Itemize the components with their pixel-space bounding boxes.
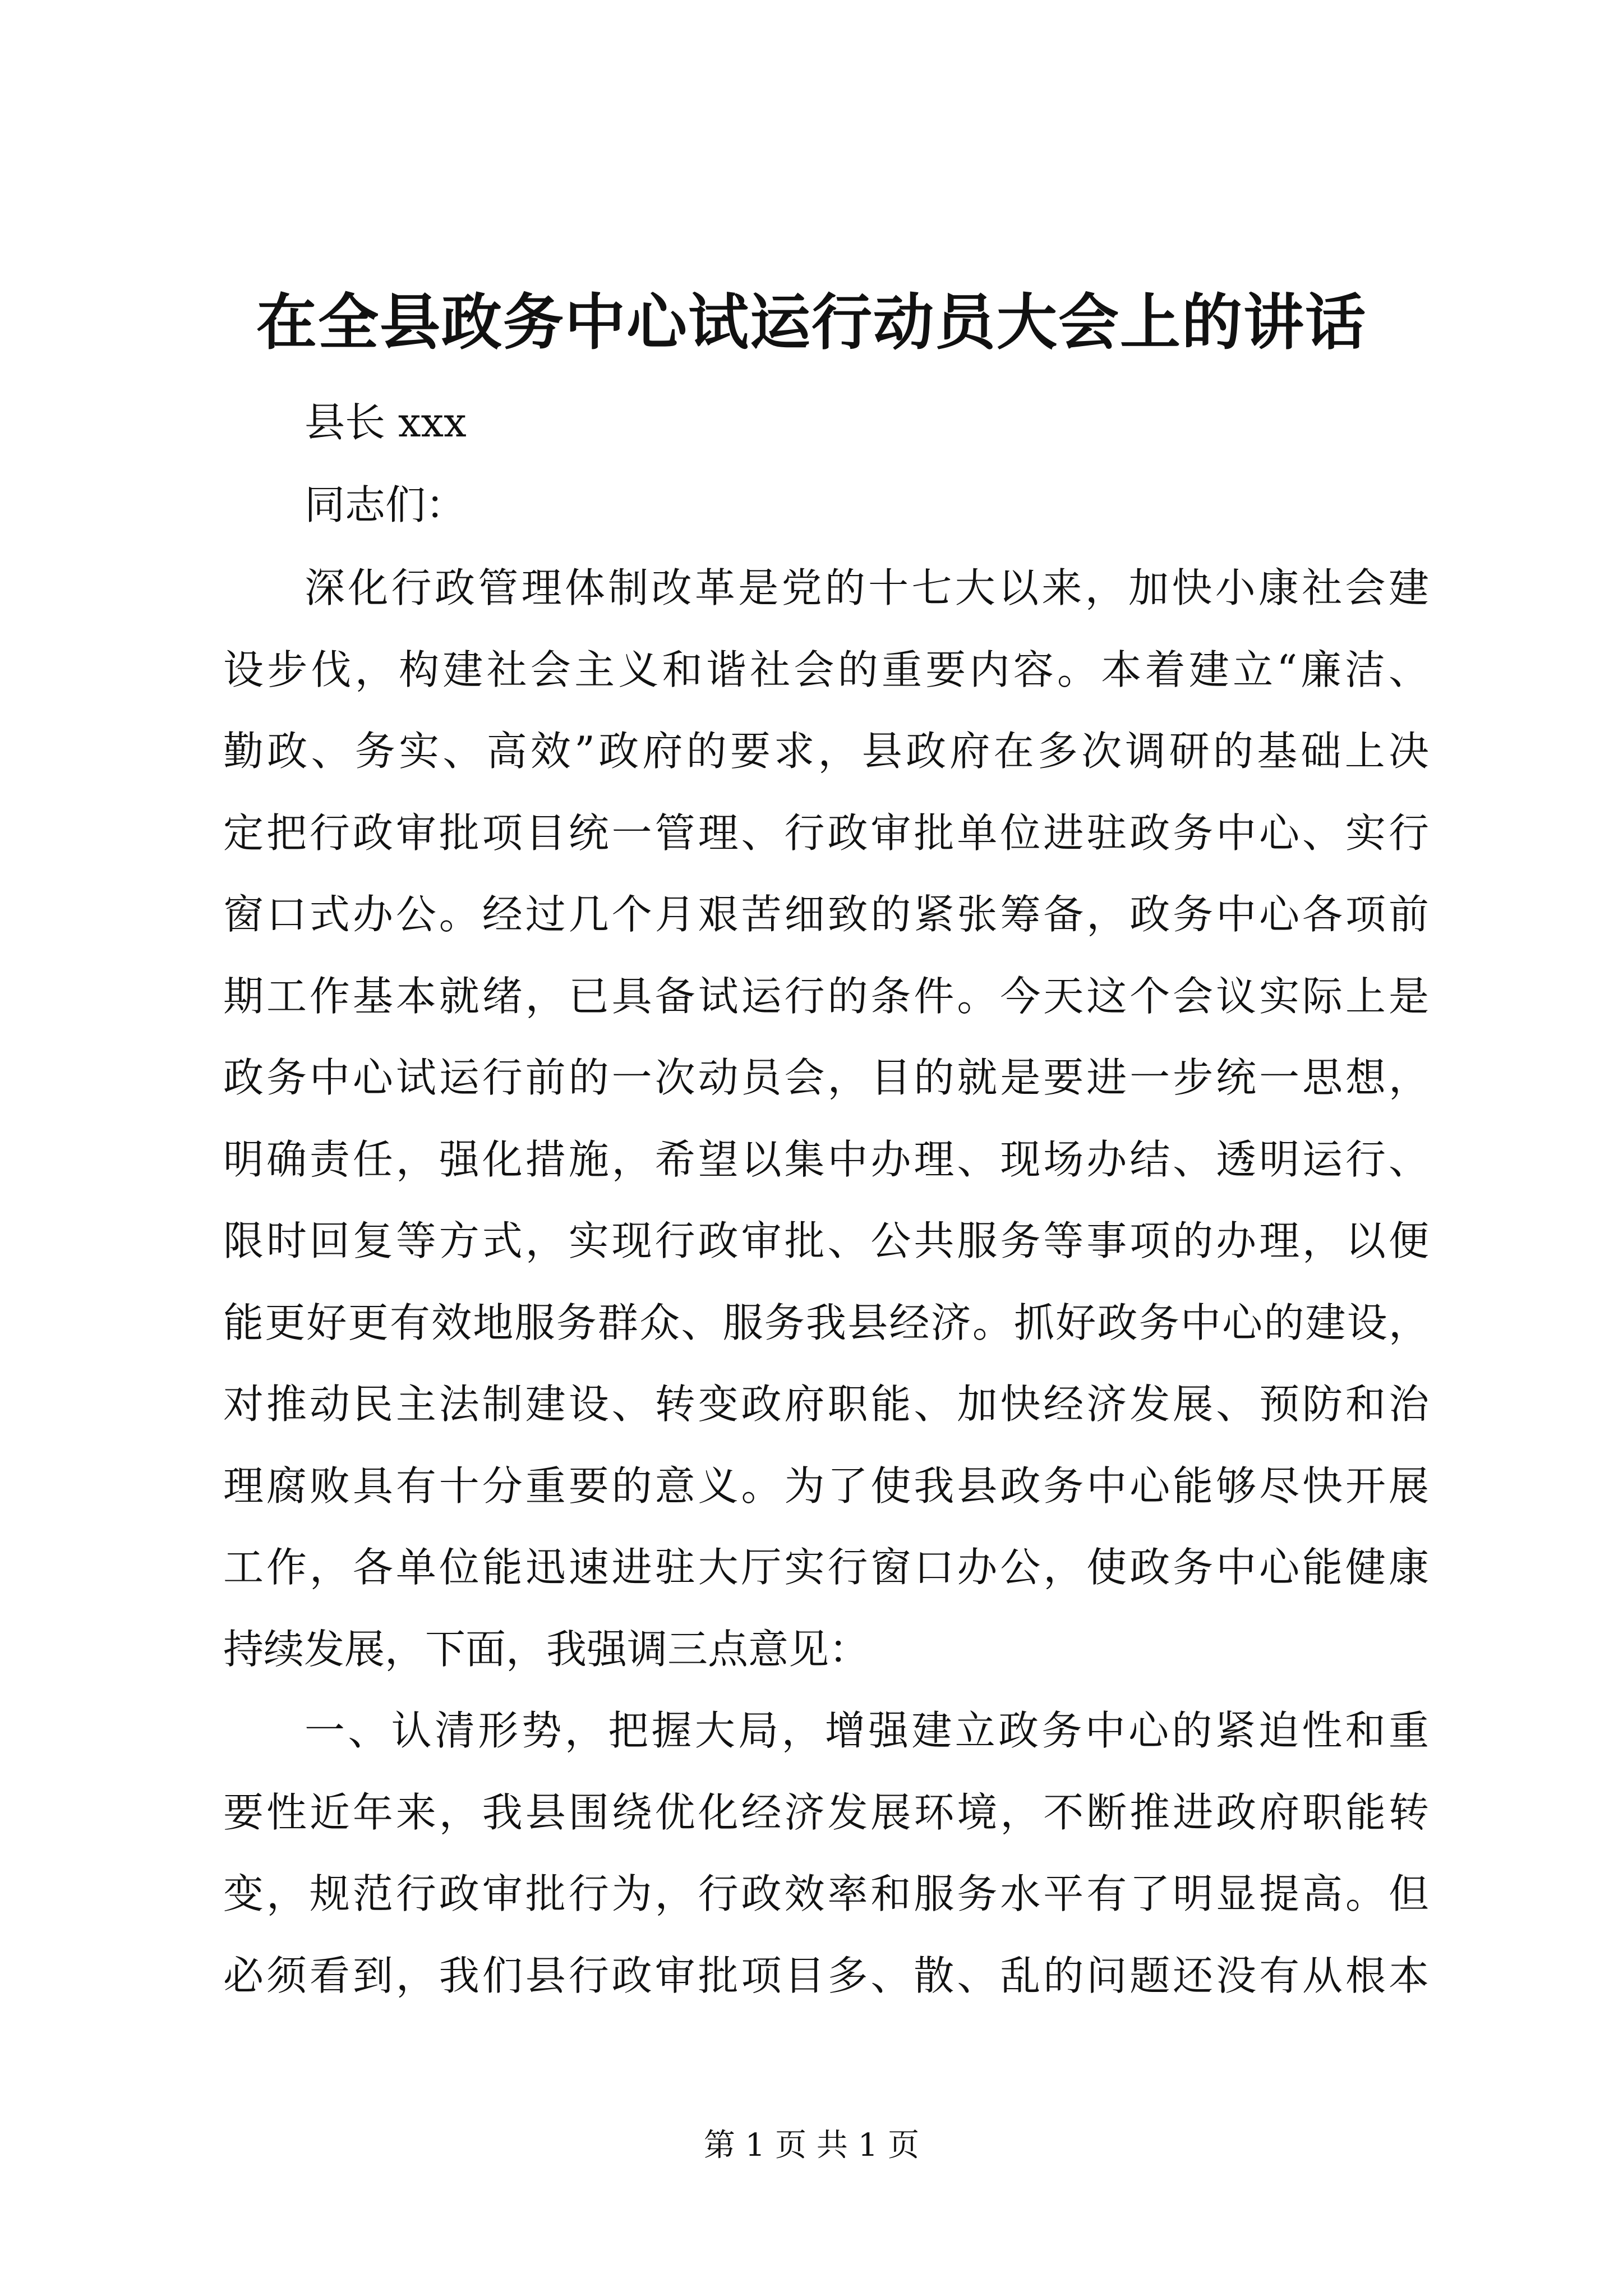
paragraph-line: 明确责任，强化措施，希望以集中办理、现场办结、透明运行、 (223, 1136, 1429, 1183)
paragraph-line: 设步伐，构建社会主义和谐社会的重要内容。本着建立“廉洁、 (223, 646, 1429, 693)
paragraph-line: 要性近年来，我县围绕优化经济发展环境，不断推进政府职能转 (223, 1789, 1429, 1836)
author-line: 县长 xxx (305, 399, 467, 446)
paragraph-line: 定把行政审批项目统一管理、行政审批单位进驻政务中心、实行 (223, 809, 1429, 857)
paragraph-line: 能更好更有效地服务群众、服务我县经济。抓好政务中心的建设， (223, 1299, 1429, 1346)
paragraph-line: 限时回复等方式，实现行政审批、公共服务等事项的办理，以便 (223, 1217, 1429, 1264)
paragraph-line: 深化行政管理体制改革是党的十七大以来，加快小康社会建 (305, 564, 1429, 611)
paragraph-line: 必须看到，我们县行政审批项目多、散、乱的问题还没有从根本 (223, 1952, 1429, 1999)
paragraph-line: 政务中心试运行前的一次动员会，目的就是要进一步统一思想， (223, 1054, 1429, 1101)
document-title: 在全县政务中心试运行动员大会上的讲话 (256, 287, 1367, 358)
paragraph-line: 窗口式办公。经过几个月艰苦细致的紧张筹备，政务中心各项前 (223, 891, 1429, 938)
paragraph-line: 变，规范行政审批行为，行政效率和服务水平有了明显提高。但 (223, 1870, 1429, 1917)
paragraph-line: 对推动民主法制建设、转变政府职能、加快经济发展、预防和治 (223, 1381, 1429, 1428)
paragraph-line: 理腐败具有十分重要的意义。为了使我县政务中心能够尽快开展 (223, 1462, 1429, 1510)
paragraph-line: 期工作基本就绪，已具备试运行的条件。今天这个会议实际上是 (223, 973, 1429, 1020)
paragraph-line: 持续发展，下面，我强调三点意见： (223, 1626, 870, 1673)
salutation: 同志们： (305, 481, 467, 528)
paragraph-line: 工作，各单位能迅速进驻大厅实行窗口办公，使政务中心能健康 (223, 1544, 1429, 1591)
page-footer: 第 1 页 共 1 页 (703, 2127, 920, 2164)
paragraph-line: 勤政、务实、高效”政府的要求，县政府在多次调研的基础上决 (223, 728, 1429, 775)
paragraph-line: 一、认清形势，把握大局，增强建立政务中心的紧迫性和重 (305, 1707, 1429, 1754)
